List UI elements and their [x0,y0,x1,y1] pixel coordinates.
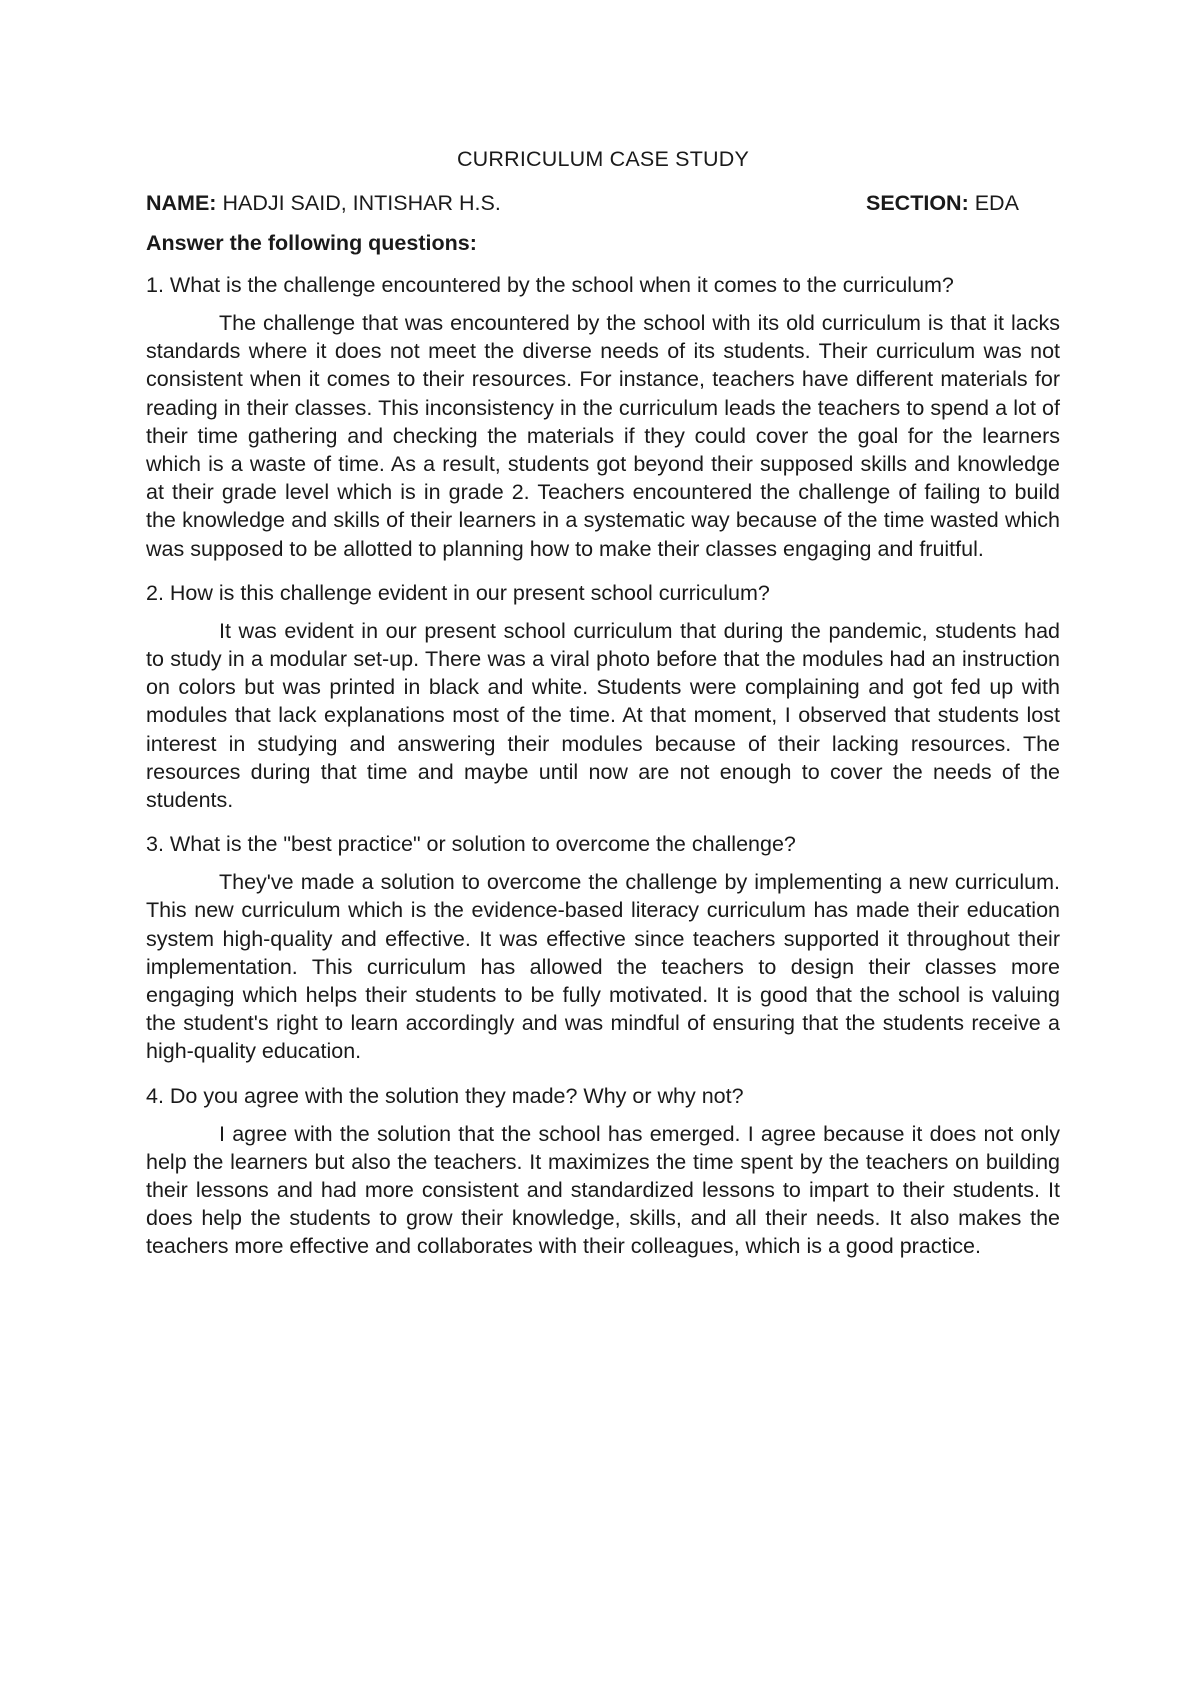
document-title: CURRICULUM CASE STUDY [456,147,750,171]
answer-3: They've made a solution to overcome the challenge by implementing a new curriculum. This new curriculum which is the evidence-based literacy curriculum has made their education system high-quality and effective. It was effective since teachers supported it throughout their implementation. This curriculum has allowed the teachers to design their classes more engaging which helps their students to be fully motivated. It is good that the school is valuing the student's right to learn accordingly and was mindful of ensuring that the students receive a high-quality education. [146,870,1060,1064]
question-block-2 [146,579,1060,814]
question-2: 2. How is this challenge evident in our present school curriculum? [146,580,770,605]
question-block-3 [146,830,1060,1065]
question-3: 3. What is the "best practice" or solution to overcome the challenge? [146,832,796,857]
answer-2: It was evident in our present school curriculum that during the pandemic, students had to study in a modular set-up. There was a viral photo before that the modules had an instruction on colors but was printed in black and white. Students were complaining and got fed up with modules that lack explanations most of the time. At that moment, I observed that students lost interest in studying and answering their modules because of their lacking resources. The resources during that time and maybe until now are not enough to cover the needs of the students. [146,618,1060,813]
name-label: NAME: [146,191,217,215]
section-value: EDA [974,191,1019,215]
header-info-row [146,190,1060,218]
document-content [146,146,1060,1277]
question-1: 1. What is the challenge encountered by the school when it comes to the curriculum? [146,273,954,297]
answer-4: I agree with the solution that the school has emerged. I agree because it does not only help the learners but also the teachers. It maximizes the time spent by the teachers on building their lessons and had more consistent and standardized lessons to impart to their students. It does help the students to grow their knowledge, skills, and all their needs. It also makes the teachers more effective and collaborates with their colleagues, which is a good practice. [146,1121,1060,1259]
student-section [866,190,1019,216]
question-4: 4. Do you agree with the solution they made? Why or why not? [146,1083,744,1108]
instructions-heading: Answer the following questions: [146,231,477,255]
name-value: HADJI SAID, INTISHAR H.S. [222,191,501,215]
question-block-4 [146,1082,1060,1261]
student-name [146,190,501,216]
section-label: SECTION: [866,191,969,215]
question-block-1 [146,271,1060,563]
answer-1: The challenge that was encountered by the school with its old curriculum is that it lacks standards where it does not meet the diverse needs of its students. Their curriculum was not consistent when it comes to their resources. For instance, teachers have different materials for reading in their classes. This inconsistency in the curriculum leads the teachers to spend a lot of their time gathering and checking the materials if they could cover the goal for the learners which is a waste of time. As a result, students got beyond their supposed skills and knowledge at their grade level which is in grade 2. Teachers encountered the challenge of failing to build the knowledge and skills of their learners in a systematic way because of the time wasted which was supposed to be allotted to planning how to make their classes engaging and fruitful. [146,311,1060,561]
